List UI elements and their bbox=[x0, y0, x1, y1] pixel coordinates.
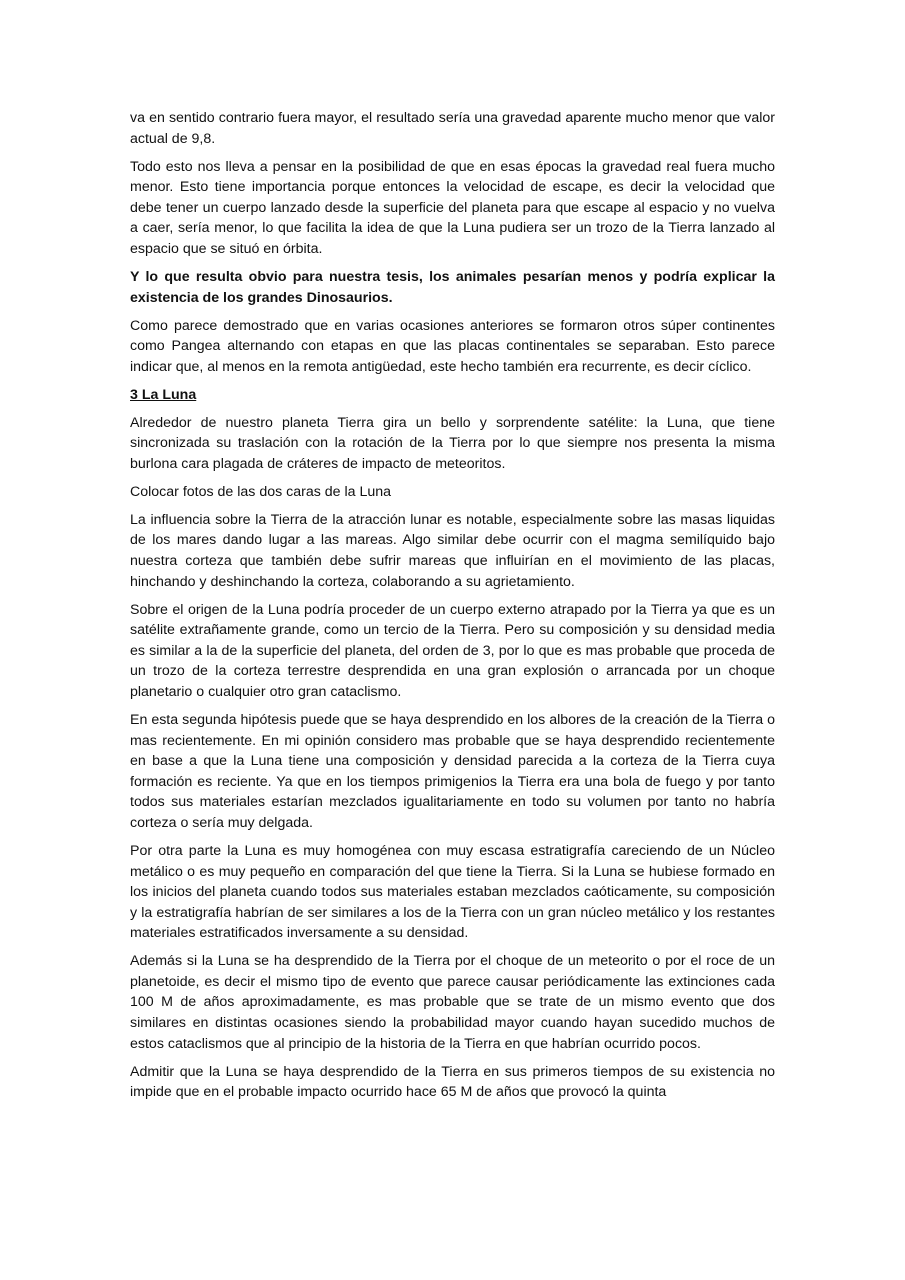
paragraph-tides: La influencia sobre la Tierra de la atracción lunar es notable, especialmente sobre las masas liquidas de los mares dando lugar a las mareas. Algo similar debe ocurrir con el magma semilíquido bajo nuestra corteza que también debe sufrir mareas que influirían en el movimiento de las placas, hinchando y deshinchando la corteza, colaborando a su agrietamiento. bbox=[130, 511, 775, 590]
paragraph-gravity-continuation: va en sentido contrario fuera mayor, el resultado sería una gravedad aparente mucho menor que valor actual de 9,8. bbox=[130, 110, 775, 147]
paragraph-early-detachment: Admitir que la Luna se haya desprendido de la Tierra en sus primeros tiempos de su existencia no impide que en el probable impacto ocurrido hace 65 M de años que provocó la quinta bbox=[130, 1063, 775, 1101]
paragraph-dinosaurs-thesis: Y lo que resulta obvio para nuestra tesis, los animales pesarían menos y podría explicar la existencia de los grandes Dinosaurios. bbox=[130, 268, 775, 306]
paragraph-moon-intro: Alrededor de nuestro planeta Tierra gira un bello y sorprendente satélite: la Luna, que tiene sincronizada su traslación con la rotación de la Tierra por lo que siempre nos presenta la misma burlona cara plagada de cráteres de impacto de meteoritos. bbox=[130, 414, 775, 472]
paragraph-impact-probability: Además si la Luna se ha desprendido de la Tierra por el choque de un meteorito o por el roce de un planetoide, es decir el mismo tipo de evento que parece causar periódicamente las extinciones cada 100 M de años aproximadamente, es mas probable que se trate de un mismo evento que dos similares en distintas ocasiones siendo la probabilidad mayor cuando hayan sucedido muchos de estos cataclismos que al principio de la historia de la Tierra en que habrían ocurrido pocos. bbox=[130, 953, 775, 1052]
document-page bbox=[130, 108, 775, 1110]
paragraph-photo-note: Colocar fotos de las dos caras de la Luna bbox=[130, 483, 392, 500]
paragraph-moon-origin: Sobre el origen de la Luna podría proceder de un cuerpo externo atrapado por la Tierra ya que es un satélite extrañamente grande, como un tercio de la Tierra. Pero su composición y su densidad media es similar a la de la superficie del planeta, del orden de 3, por lo que es mas probable que proceda de un trozo de la corteza terrestre desprendida en una gran explosión o arrancada por un choque planetario o cualquier otro gran cataclismo. bbox=[130, 601, 775, 700]
paragraph-supercontinents: Como parece demostrado que en varias ocasiones anteriores se formaron otros súper continentes como Pangea alternando con etapas en que las placas continentales se separaban. Esto parece indicar que, al menos en la remota antigüedad, este hecho también era recurrente, es decir cíclico. bbox=[130, 317, 775, 375]
paragraph-escape-velocity: Todo esto nos lleva a pensar en la posibilidad de que en esas épocas la gravedad real fuera mucho menor. Esto tiene importancia porque entonces la velocidad de escape, es decir la velocidad que debe tener un cuerpo lanzado desde la superficie del planeta para que escape al espacio y no vuelva a caer, sería menor, lo que facilita la idea de que la Luna pudiera ser un trozo de la Tierra lanzado al espacio que se situó en órbita. bbox=[130, 158, 775, 257]
section-heading-la-luna: 3 La Luna bbox=[130, 386, 197, 403]
paragraph-homogeneity: Por otra parte la Luna es muy homogénea con muy escasa estratigrafía careciendo de un Núcleo metálico o es muy pequeño en comparación del que tiene la Tierra. Si la Luna se hubiese formado en los inicios del planeta cuando todos sus materiales estaban mezclados caóticamente, su composición y la estratigrafía habrían de ser similares a los de la Tierra con un gran núcleo metálico y los restantes materiales estratificados inversamente a su densidad. bbox=[130, 842, 775, 942]
paragraph-second-hypothesis: En esta segunda hipótesis puede que se haya desprendido en los albores de la creación de la Tierra o mas recientemente. En mi opinión considero mas probable que se haya desprendido recientemente en base a que la Luna tiene una composición y densidad parecida a la corteza de la Tierra cuya formación es reciente. Ya que en los tiempos primigenios la Tierra era una bola de fuego y por tanto todos sus materiales estarían mezclados igualitariamente en todo su volumen por tanto no habría corteza o sería muy delgada. bbox=[130, 711, 775, 831]
